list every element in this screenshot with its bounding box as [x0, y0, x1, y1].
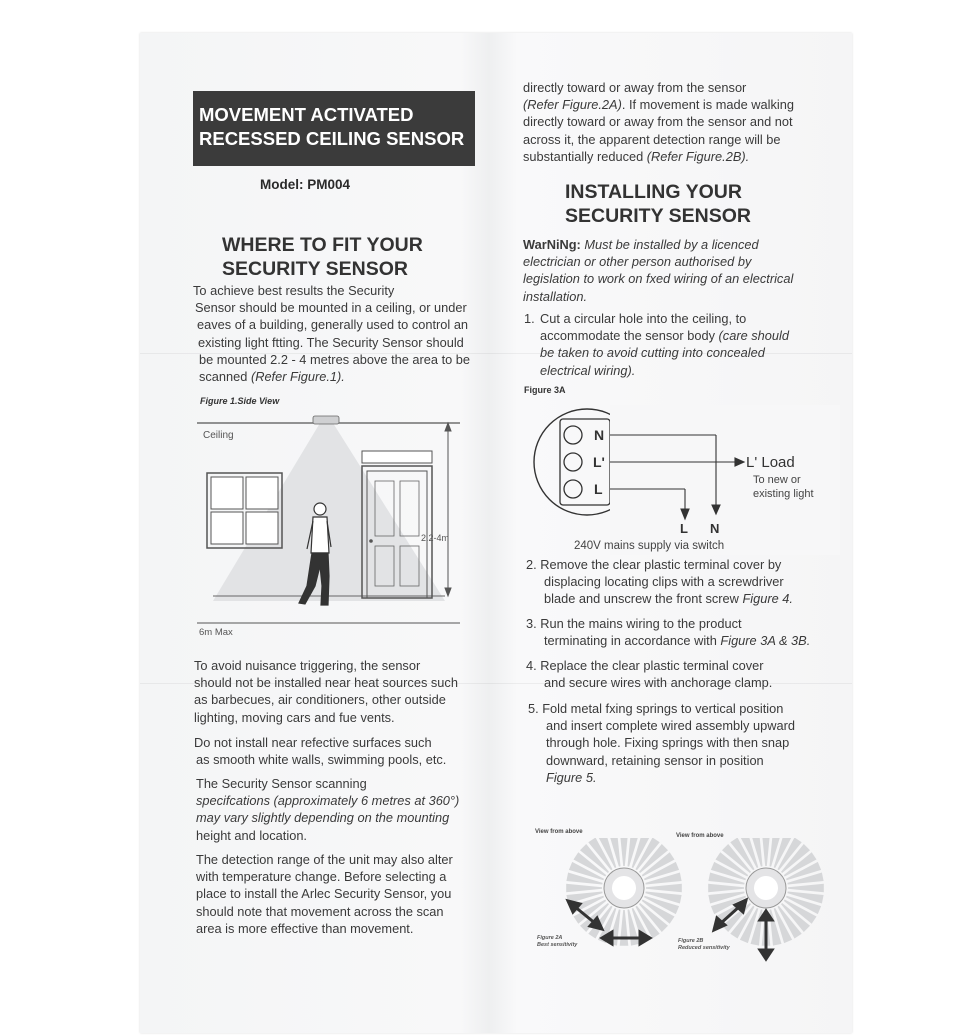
instruction-sheet — [140, 33, 852, 1033]
banner-line: MOVEMENT ACTIVATED — [199, 104, 414, 125]
figure-2a-view-label: View from above — [535, 829, 583, 835]
terminal-l-prime-label: L' — [593, 454, 605, 470]
scanning-spec-paragraph: The Security Sensor scanning specifcations (approximately 6 metres at 360°) may vary slightly depending on the mounting height and location. — [196, 776, 460, 843]
ceiling-label: Ceiling — [203, 430, 234, 441]
figure-3a-wire-overlay — [530, 405, 840, 555]
range-label: 6m Max — [199, 627, 233, 638]
banner-line: RECESSED CEILING SENSOR — [199, 128, 465, 149]
sensor-shape — [313, 416, 339, 424]
detection-zone-segment — [762, 838, 771, 866]
where-to-fit-heading: WHERE TO FIT YOUR SECURITY SENSOR — [222, 234, 423, 280]
installing-heading: INSTALLING YOUR SECURITY SENSOR — [565, 181, 752, 227]
supply-n-label: N — [710, 521, 720, 536]
terminal-l-label: L — [594, 481, 603, 497]
figure-2-sensitivity-diagrams — [550, 838, 830, 978]
figure-3a-caption: Figure 3A — [524, 385, 566, 395]
step-4: 4. Replace the clear plastic terminal cover and secure wires with anchorage clamp. — [526, 658, 773, 691]
detection-zone-segment — [620, 910, 629, 946]
load-sub-line: To new or — [753, 474, 801, 486]
mounting-paragraph: To achieve best results the Security Sensor should be mounted in a ceiling, or under eaves of a building, generally used to control an existing light ftting. The Security Sensor should be mounted 2.2 - 4 metres above the area to be scanned (Refer Figure.1). — [193, 283, 471, 385]
supply-l-label: L — [680, 521, 688, 536]
figure-2b-view-label: View from above — [676, 833, 724, 839]
detection-zone-segment — [708, 884, 744, 893]
terminal-n-label: N — [594, 427, 605, 443]
step-3: 3. Run the mains wiring to the product terminating in accordance with Figure 3A & 3B. — [526, 616, 811, 649]
load-sub-line: existing light — [753, 488, 814, 500]
height-label: 2.2-4m — [421, 533, 450, 543]
overlay-mask — [610, 405, 840, 555]
sensor-lens — [754, 876, 778, 900]
nuisance-paragraph: To avoid nuisance triggering, the sensor should not be installed near heat sources such as barbecues, air conditioners, other outside lighting, moving cars and fue vents. — [194, 658, 458, 725]
detection-zone-segment — [620, 838, 629, 866]
detection-continued-paragraph: directly toward or away from the sensor (Refer Figure.2A). If movement is made walking directly toward or away from the sensor and not across it, the apparent detection range will be substantially reduced (Refer Figure.2B). — [523, 80, 794, 164]
detection-zone-segment — [646, 884, 682, 893]
load-label: L' Load — [746, 454, 795, 471]
detection-zone-segment — [566, 884, 602, 893]
step-5: 5. Fold metal fxing springs to vertical position and insert complete wired assembly upward through hole. Fixing springs with then snap downward, retaining sensor in position Figure 5. — [528, 701, 795, 785]
warning-paragraph: WarNiNg: Must be installed by a licenced electrician or other person authorised by legislation to work on fxed wiring of an electrical installation. — [523, 237, 794, 304]
step-1: 1. Cut a circular hole into the ceiling, to accommodate the sensor body (care should be taken to avoid cutting into concealed electrical wiring). — [524, 311, 789, 378]
reflective-paragraph: Do not install near refective surfaces such as smooth white walls, swimming pools, etc. — [194, 735, 447, 768]
model-number: Model: PM004 — [260, 177, 351, 192]
figure-2a-caption: Figure 2A Best sensitivity — [537, 935, 578, 948]
step-2: 2. Remove the clear plastic terminal cover by displacing locating clips with a screwdriver blade and unscrew the front screw Figure 4. — [526, 557, 793, 607]
sensor-lens — [612, 876, 636, 900]
detection-zone-segment — [788, 884, 824, 893]
product-title-banner — [193, 91, 475, 166]
figure-1-caption: Figure 1.Side View — [200, 396, 280, 406]
figure-1-side-view — [195, 411, 465, 641]
height-dimension-arrow — [445, 423, 451, 596]
supply-caption: 240V mains supply via switch — [574, 540, 725, 552]
detection-range-paragraph: The detection range of the unit may also alter with temperature change. Before selecting a place to install the Arlec Security Sensor, you should note that movement across the scan area is more effective than movement. — [196, 852, 453, 936]
figure-2b-caption: Figure 2B Reduced sensitivity — [678, 938, 730, 951]
